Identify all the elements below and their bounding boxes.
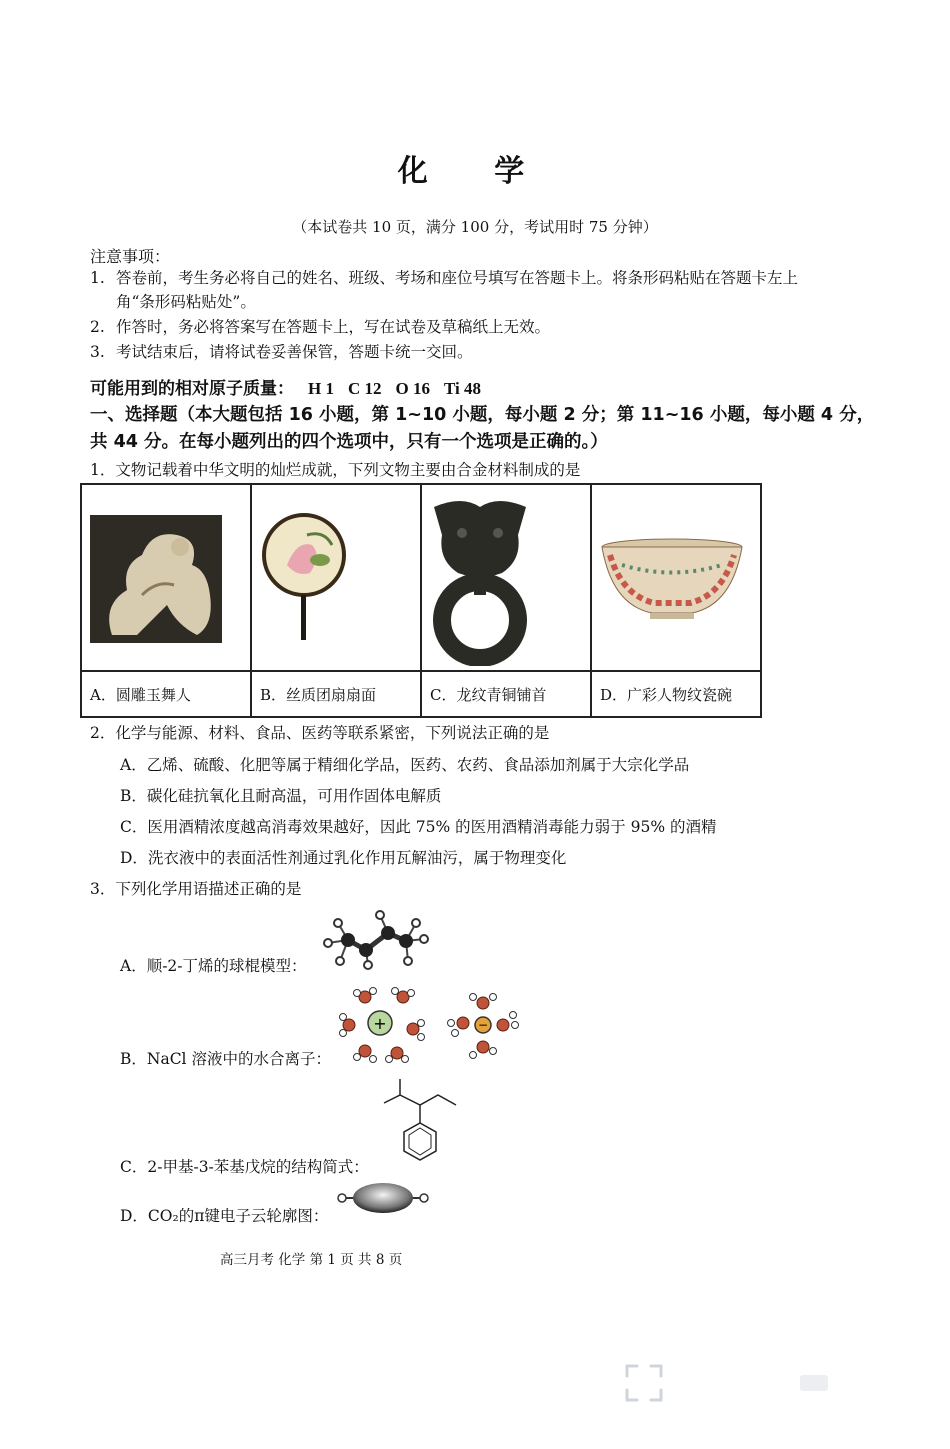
pi-bond-cloud-icon bbox=[336, 1178, 430, 1218]
atomic-masses: 可能用到的相对原子质量： H 1 C 12 O 16 Ti 48 bbox=[90, 379, 482, 399]
question-2-option: D．洗衣液中的表面活性剂通过乳化作用瓦解油污，属于物理变化 bbox=[120, 849, 567, 867]
porcelain-bowl-image bbox=[592, 485, 758, 666]
question-3-option: C．2-甲基-3-苯基戊烷的结构简式： bbox=[120, 1158, 369, 1176]
question-3-option: A．顺-2-丁烯的球棍模型： bbox=[120, 957, 307, 975]
expand-icon[interactable] bbox=[625, 1364, 663, 1402]
relic-d-label: D．广彩人物纹瓷碗 bbox=[591, 671, 761, 717]
svg-text:−: − bbox=[477, 1018, 489, 1032]
notice-item: 角“条形码粘贴处”。 bbox=[116, 293, 256, 311]
page-footer: 高三月考 化学 第 1 页 共 8 页 bbox=[220, 1252, 403, 1268]
bronze-knocker-image bbox=[422, 485, 588, 666]
butene-model-icon bbox=[318, 905, 433, 971]
question-1-stem: 1．文物记载着中华文明的灿烂成就，下列文物主要由合金材料制成的是 bbox=[90, 461, 581, 479]
question-2-option: C．医用酒精浓度越高消毒效果越好，因此 75% 的医用酒精消毒能力弱于 95% 的酒精 bbox=[120, 818, 717, 836]
relic-d-cell bbox=[591, 484, 761, 671]
relic-c-cell bbox=[421, 484, 591, 671]
question-2-stem: 2．化学与能源、材料、食品、医药等联系紧密，下列说法正确的是 bbox=[90, 724, 550, 742]
question-2-option: B．碳化硅抗氧化且耐高温，可用作固体电解质 bbox=[120, 787, 442, 805]
svg-text:+: + bbox=[373, 1014, 387, 1033]
hydrated-ions-icon bbox=[335, 985, 525, 1065]
section-heading: 一、选择题（本大题包括 16 小题，第 1~10 小题，每小题 2 分；第 11~16 小题，每小题 4 分， 共 44 分。在每小题列出的四个选项中，只有一个选项是正确的。） bbox=[90, 405, 875, 452]
exam-info: （本试卷共 10 页，满分 100 分，考试用时 75 分钟） bbox=[292, 218, 658, 236]
jade-dancer-image bbox=[82, 485, 248, 666]
notice-heading: 注意事项： bbox=[90, 247, 171, 266]
question-3-option: B．NaCl 溶液中的水合离子： bbox=[120, 1050, 331, 1068]
watermark-logo bbox=[800, 1375, 828, 1391]
question-2-option: A．乙烯、硫酸、化肥等属于精细化学品，医药、农药、食品添加剂属于大宗化学品 bbox=[120, 756, 690, 774]
relic-b-cell bbox=[251, 484, 421, 671]
relic-a-cell bbox=[81, 484, 251, 671]
notice-item: 3. 考试结束后，请将试卷妥善保管，答题卡统一交回。 bbox=[90, 343, 473, 361]
question-3-option: D．CO₂的π键电子云轮廓图： bbox=[120, 1207, 329, 1225]
relic-a-label: A．圆雕玉舞人 bbox=[81, 671, 251, 717]
relic-b-label: B．丝质团扇扇面 bbox=[251, 671, 421, 717]
page-title: 化 学 bbox=[397, 154, 553, 189]
structure-formula-icon bbox=[378, 1075, 462, 1170]
silk-fan-image bbox=[252, 485, 418, 666]
notice-item: 1. 答卷前，考生务必将自己的姓名、班级、考场和座位号填写在答题卡上。将条形码粘贴在答题卡左上 bbox=[90, 269, 799, 287]
notice-item: 2. 作答时，务必将答案写在答题卡上，写在试卷及草稿纸上无效。 bbox=[90, 318, 551, 336]
relic-table bbox=[80, 483, 762, 718]
question-3-stem: 3．下列化学用语描述正确的是 bbox=[90, 880, 302, 898]
relic-c-label: C．龙纹青铜铺首 bbox=[421, 671, 591, 717]
